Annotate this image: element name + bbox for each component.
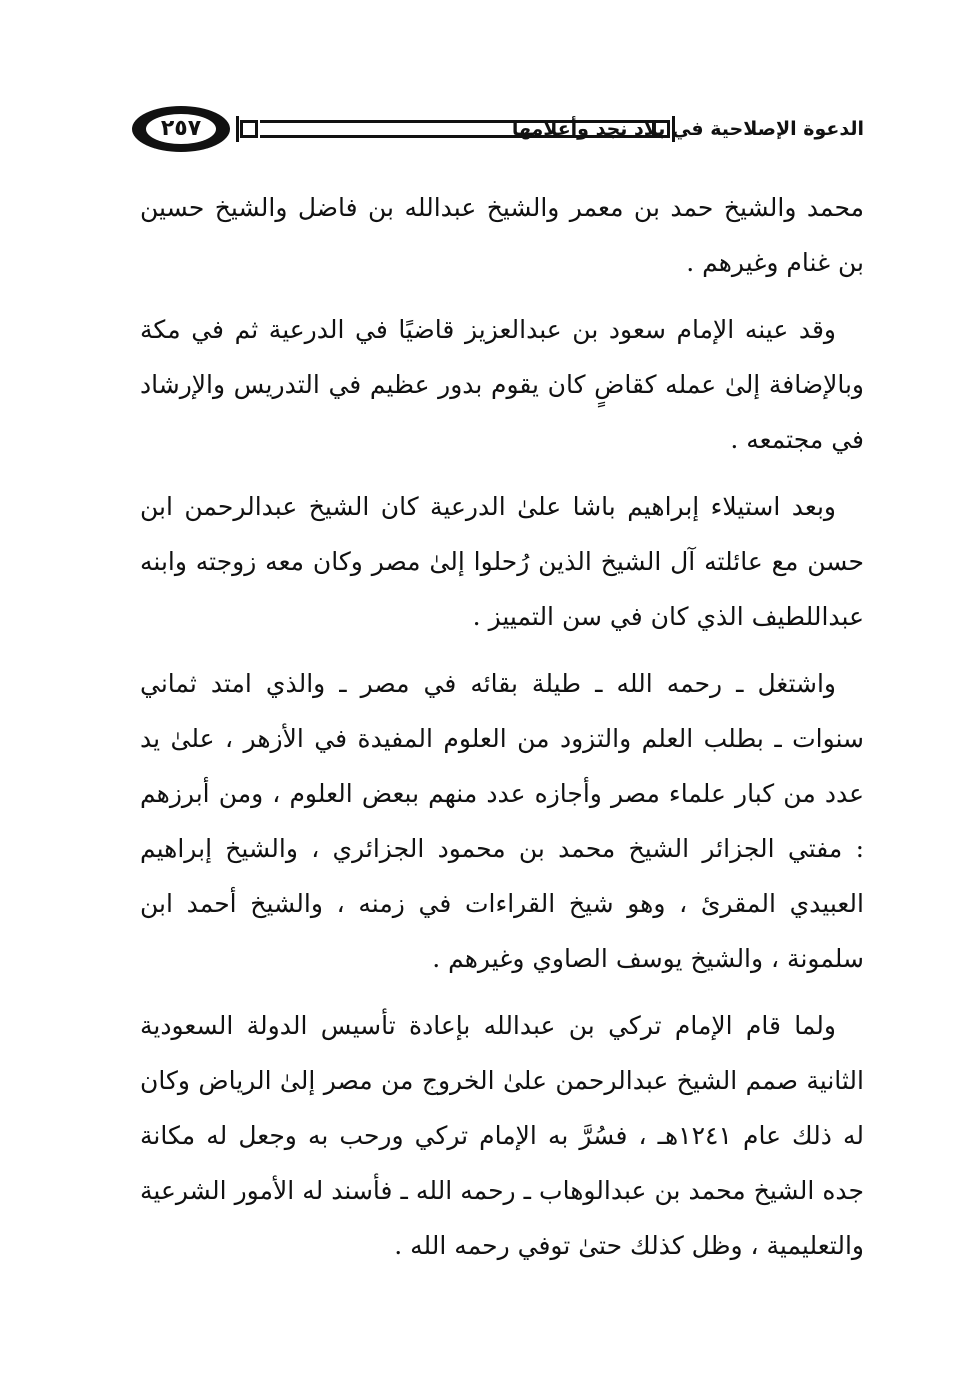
- paragraph-3: وبعد استيلاء إبراهيم باشا علىٰ الدرعية كان الشيخ عبدالرحمن ابن حسن مع عائلته آل الشيخ الذين رُحلوا إلىٰ مصر وكان معه زوجته وابنه عبداللطيف الذي كان في سن التمييز .: [140, 492, 864, 631]
- page-body: [140, 180, 864, 1285]
- paragraph-1: محمد والشيخ حمد بن معمر والشيخ عبدالله بن فاضل والشيخ حسين بن غنام وغيرهم .: [140, 193, 864, 277]
- page-number: ٢٥٧: [146, 114, 216, 144]
- paragraph-2: وقد عينه الإمام سعود بن عبدالعزيز قاضيًا في الدرعية ثم في مكة وبالإضافة إلىٰ عمله كقاضٍ كان يقوم بدور عظيم في التدريس والإرشاد في مجتمعه .: [140, 315, 864, 454]
- page-header: [132, 102, 864, 158]
- paragraph-4: واشتغل ـ رحمه الله ـ طيلة بقائه في مصر ـ والذي امتد ثماني سنوات ـ بطلب العلم والتزود من العلوم المفيدة في الأزهر ، علىٰ يد عدد من كبار علماء مصر وأجازه عدد منهم ببعض العلوم ، ومن أبرزهم : مفتي الجزائر الشيخ محمد بن محمود الجزائري ، والشيخ إبراهيم العبيدي المقرئ ، وهو شيخ القراءات في زمنه ، والشيخ أحمد ابن سلمونة ، والشيخ يوسف الصاوي وغيرهم .: [140, 669, 864, 973]
- paragraph-5: ولما قام الإمام تركي بن عبدالله بإعادة تأسيس الدولة السعودية الثانية صمم الشيخ عبدالرحمن علىٰ الخروج من مصر إلىٰ الرياض وكان له ذلك عام ١٢٤١هـ ، فسُرَّ به الإمام تركي ورحب به وجعل له مكانة جده الشيخ محمد بن عبدالوهاب ـ رحمه الله ـ فأسند له الأمور الشرعية والتعليمية ، وظل كذلك حتىٰ توفي رحمه الله .: [140, 1011, 864, 1260]
- running-title: الدعوة الإصلاحية في بلاد نجد وأعلامها: [511, 118, 864, 140]
- header-rule-cap-left: [236, 116, 239, 142]
- header-rule-box-left: [240, 120, 258, 138]
- page-number-badge: [132, 106, 230, 152]
